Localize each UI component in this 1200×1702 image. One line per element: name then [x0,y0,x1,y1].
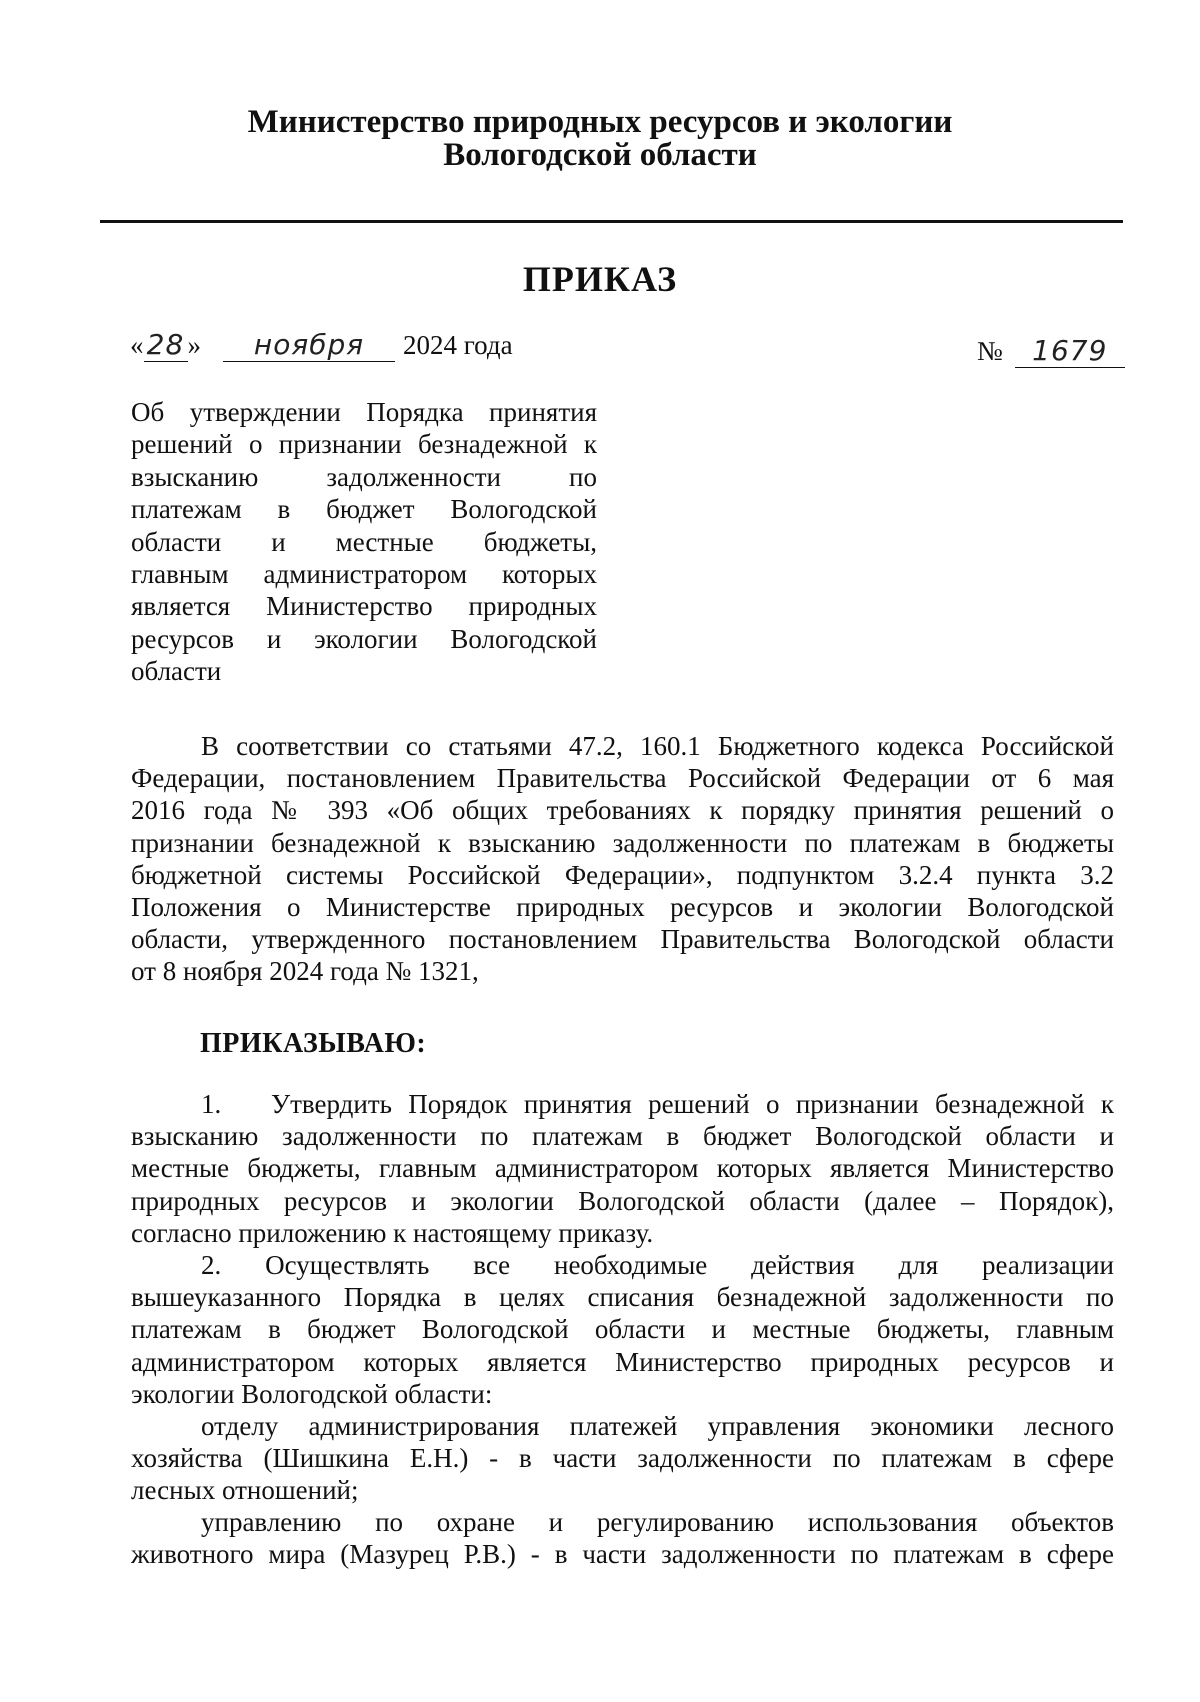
ministry-name-line1: Министерство природных ресурсов и экологии [247,104,953,140]
preamble-line: признании безнадежной к взысканию задолженности по платежам в бюджеты [131,827,1114,858]
preamble-line: 2016 года № 393 «Об общих требованиях к порядку принятия решений о [131,795,1114,826]
item-2-line: администратором которых является Министерство природных ресурсов и [131,1346,1114,1377]
item-1-line: природных ресурсов и экологии Вологодской области (далее – Порядок), [131,1185,1114,1216]
order-directive-heading: ПРИКАЗЫВАЮ: [200,1028,427,1059]
header-divider [100,220,1123,223]
subject-line: Об утверждении Порядка принятия [131,397,597,427]
number-sign: № [977,336,1003,366]
preamble-line: Федерации, постановлением Правительства Российской Федерации от 6 мая [131,763,1114,794]
preamble-line: области, утвержденного постановлением Правительства Вологодской области [131,924,1114,955]
item-2-line: вышеуказанного Порядка в целях списания безнадежной задолженности по [131,1282,1114,1313]
item-1-first-line-text: Утвердить Порядок принятия решений о признании безнадежной к [271,1089,1114,1119]
order-subject [131,396,597,688]
subject-line: платежам в бюджет Вологодской [131,494,597,525]
item-1-line: согласно приложению к настоящему приказу. [131,1217,654,1248]
item-2-line: экологии Вологодской области: [131,1378,493,1409]
ministry-name-line2: Вологодской области [443,137,757,173]
subject-line: является Министерство природных [131,591,597,622]
subitem-forestry-paragraph [131,1410,1114,1507]
item-1-paragraph [131,1088,1114,1249]
item-2-line: платежам в бюджет Вологодской области и местные бюджеты, главным [131,1314,1114,1345]
subitem-wildlife-first-line: управлению по охране и регулированию использования объектов [201,1507,1114,1537]
preamble-paragraph [131,730,1114,988]
preamble-line: Положения о Министерстве природных ресурсов и экологии Вологодской [131,892,1114,923]
order-date [130,328,513,362]
number-handwritten: 1679 [1032,334,1108,367]
subject-line: решений о признании безнадежной к [131,429,597,460]
item-1-line: взысканию задолженности по платежам в бюджет Вологодской области и [131,1121,1114,1152]
item-1-line: местные бюджеты, главным администратором которых является Министерство [131,1153,1114,1184]
item-2-paragraph [131,1249,1114,1410]
document-title: ПРИКАЗ [522,259,678,299]
number-blank [1015,334,1125,368]
subject-line: ресурсов и экологии Вологодской [131,623,597,654]
date-day-handwritten: 28 [146,328,185,361]
date-day-blank [144,328,188,362]
date-year: 2024 года [403,330,513,360]
order-number [977,334,1125,368]
subitem-forestry-line: хозяйства (Шишкина Е.Н.) - в части задолженности по платежам в сфере [131,1443,1114,1474]
subitem-wildlife-line: животного мира (Мазурец Р.В.) - в части задолженности по платежам в сфере [131,1539,1114,1570]
subject-line: области и местные бюджеты, [131,526,597,557]
subject-line: взысканию задолженности по [131,461,597,492]
date-month-handwritten: ноября [253,328,365,361]
item-1-first-line [131,1088,1114,1120]
subitem-wildlife-paragraph [131,1506,1114,1570]
item-1-number: 1. [201,1089,222,1119]
preamble-line: от 8 ноября 2024 года № 1321, [131,956,479,987]
date-open-quote: « [130,330,144,360]
preamble-line: бюджетной системы Российской Федерации», подпунктом 3.2.4 пункта 3.2 [131,859,1114,890]
item-2-first-line: 2. Осуществлять все необходимые действия для реализации [201,1250,1114,1280]
date-month-blank [223,328,395,362]
preamble-line: В соответствии со статьями 47.2, 160.1 Бюджетного кодекса Российской [201,731,1114,761]
subject-line: области [131,656,222,687]
subitem-forestry-first-line: отделу администрирования платежей управления экономики лесного [201,1411,1114,1441]
date-close-quote: » [187,330,201,360]
subitem-forestry-line: лесных отношений; [131,1475,359,1506]
subject-line: главным администратором которых [131,559,597,590]
